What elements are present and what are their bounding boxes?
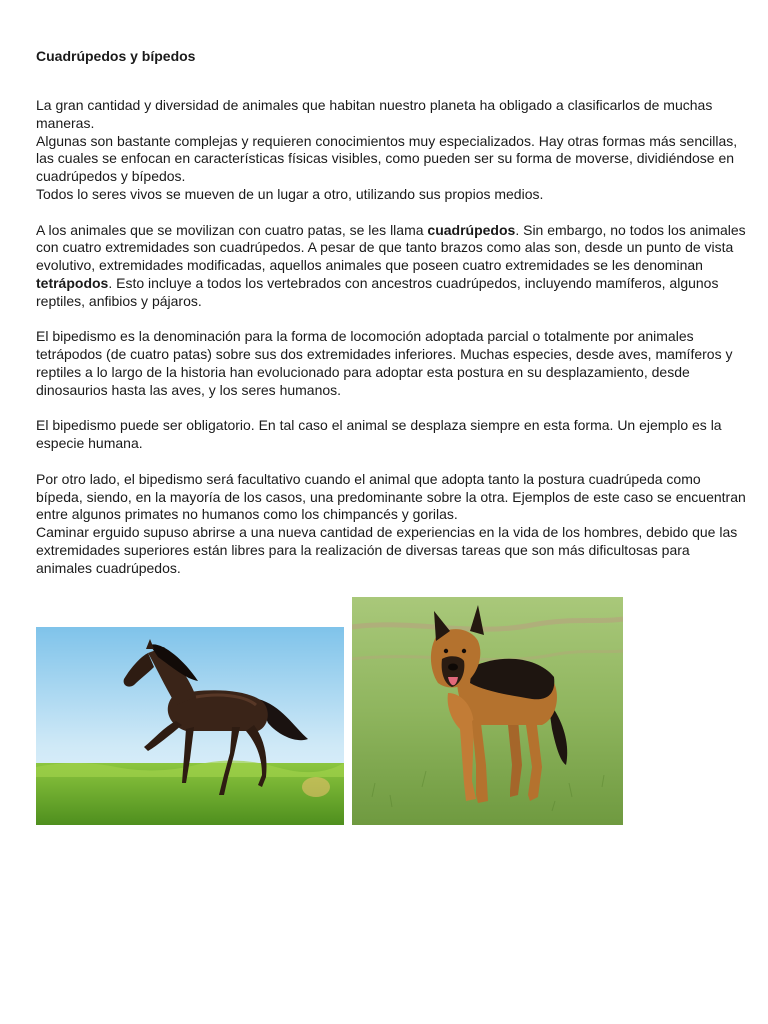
intro-line-2: Algunas son bastante complejas y requieren conocimientos muy especializados. Hay otras formas más sencillas, las cuales se enfocan en características físicas visibles, como pueden ser su forma de moverse, dividiéndose en cuadrúpedos y bípedos. [36, 132, 738, 185]
term-cuadrupedos: cuadrúpedos [427, 221, 516, 238]
paragraph-bipedism: El bipedismo es la denominación para la forma de locomoción adoptada parcial o totalmente por animales tetrápodos (de cuatro patas) sobre sus dos extremidades inferiores. Muchas especies, desde aves, mamíferos y reptiles a lo largo de la historia han evolucionado para adoptar esta postura en su desplazamiento, desde dinosaurios hasta las aves, y los seres humanos. [36, 328, 733, 398]
document-title: Cuadrúpedos y bípedos [36, 48, 196, 64]
intro-line-3: Todos lo seres vivos se mueven de un lugar a otro, utilizando sus propios medios. [36, 185, 544, 202]
paragraph-facultative [36, 471, 748, 578]
paragraph-quadrupeds [36, 222, 748, 311]
term-tetrapodos: tetrápodos [36, 274, 109, 291]
facultative-line-2: Caminar erguido supuso abrirse a una nueva cantidad de experiencias en la vida de los hombres, debido que las extremidades superiores están libres para la realización de diversas tareas que son más dificultosas para animales cuadrúpedos. [36, 524, 738, 576]
horse-photo [36, 627, 344, 825]
german-shepherd-photo [352, 597, 623, 825]
horse-illustration [36, 627, 344, 825]
paragraph-intro [36, 97, 748, 204]
german-shepherd-illustration [352, 597, 623, 825]
paragraph-obligatory: El bipedismo puede ser obligatorio. En tal caso el animal se desplaza siempre en esta forma. Un ejemplo es la especie humana. [36, 417, 722, 452]
document-body [36, 97, 748, 595]
quadrupeds-text-1: A los animales que se movilizan con cuatro patas, se les llama [36, 221, 428, 238]
quadrupeds-text-2: . Sin embargo, no todos los animales con cuatro extremidades son cuadrúpedos. A pesar de que tanto brazos como alas son, desde un punto de vista evolutivo, extremidades modificadas, aquellos animales que poseen cuatro extremidades se les denominan [36, 221, 746, 274]
intro-line-1: La gran cantidad y diversidad de animales que habitan nuestro planeta ha obligado a clasificarlos de muchas maneras. [36, 97, 713, 131]
facultative-line-1: Por otro lado, el bipedismo será facultativo cuando el animal que adopta tanto la postura cuadrúpeda como bípeda, siendo, en la mayoría de los casos, una predominante sobre la otra. Ejemplos de este caso se encuentran entre algunos primates no humanos como los chimpancés y gorilas. [36, 470, 746, 523]
quadrupeds-text-3: . Esto incluye a todos los vertebrados con ancestros cuadrúpedos, incluyendo mamíferos, algunos reptiles, anfibios y pájaros. [36, 274, 719, 309]
